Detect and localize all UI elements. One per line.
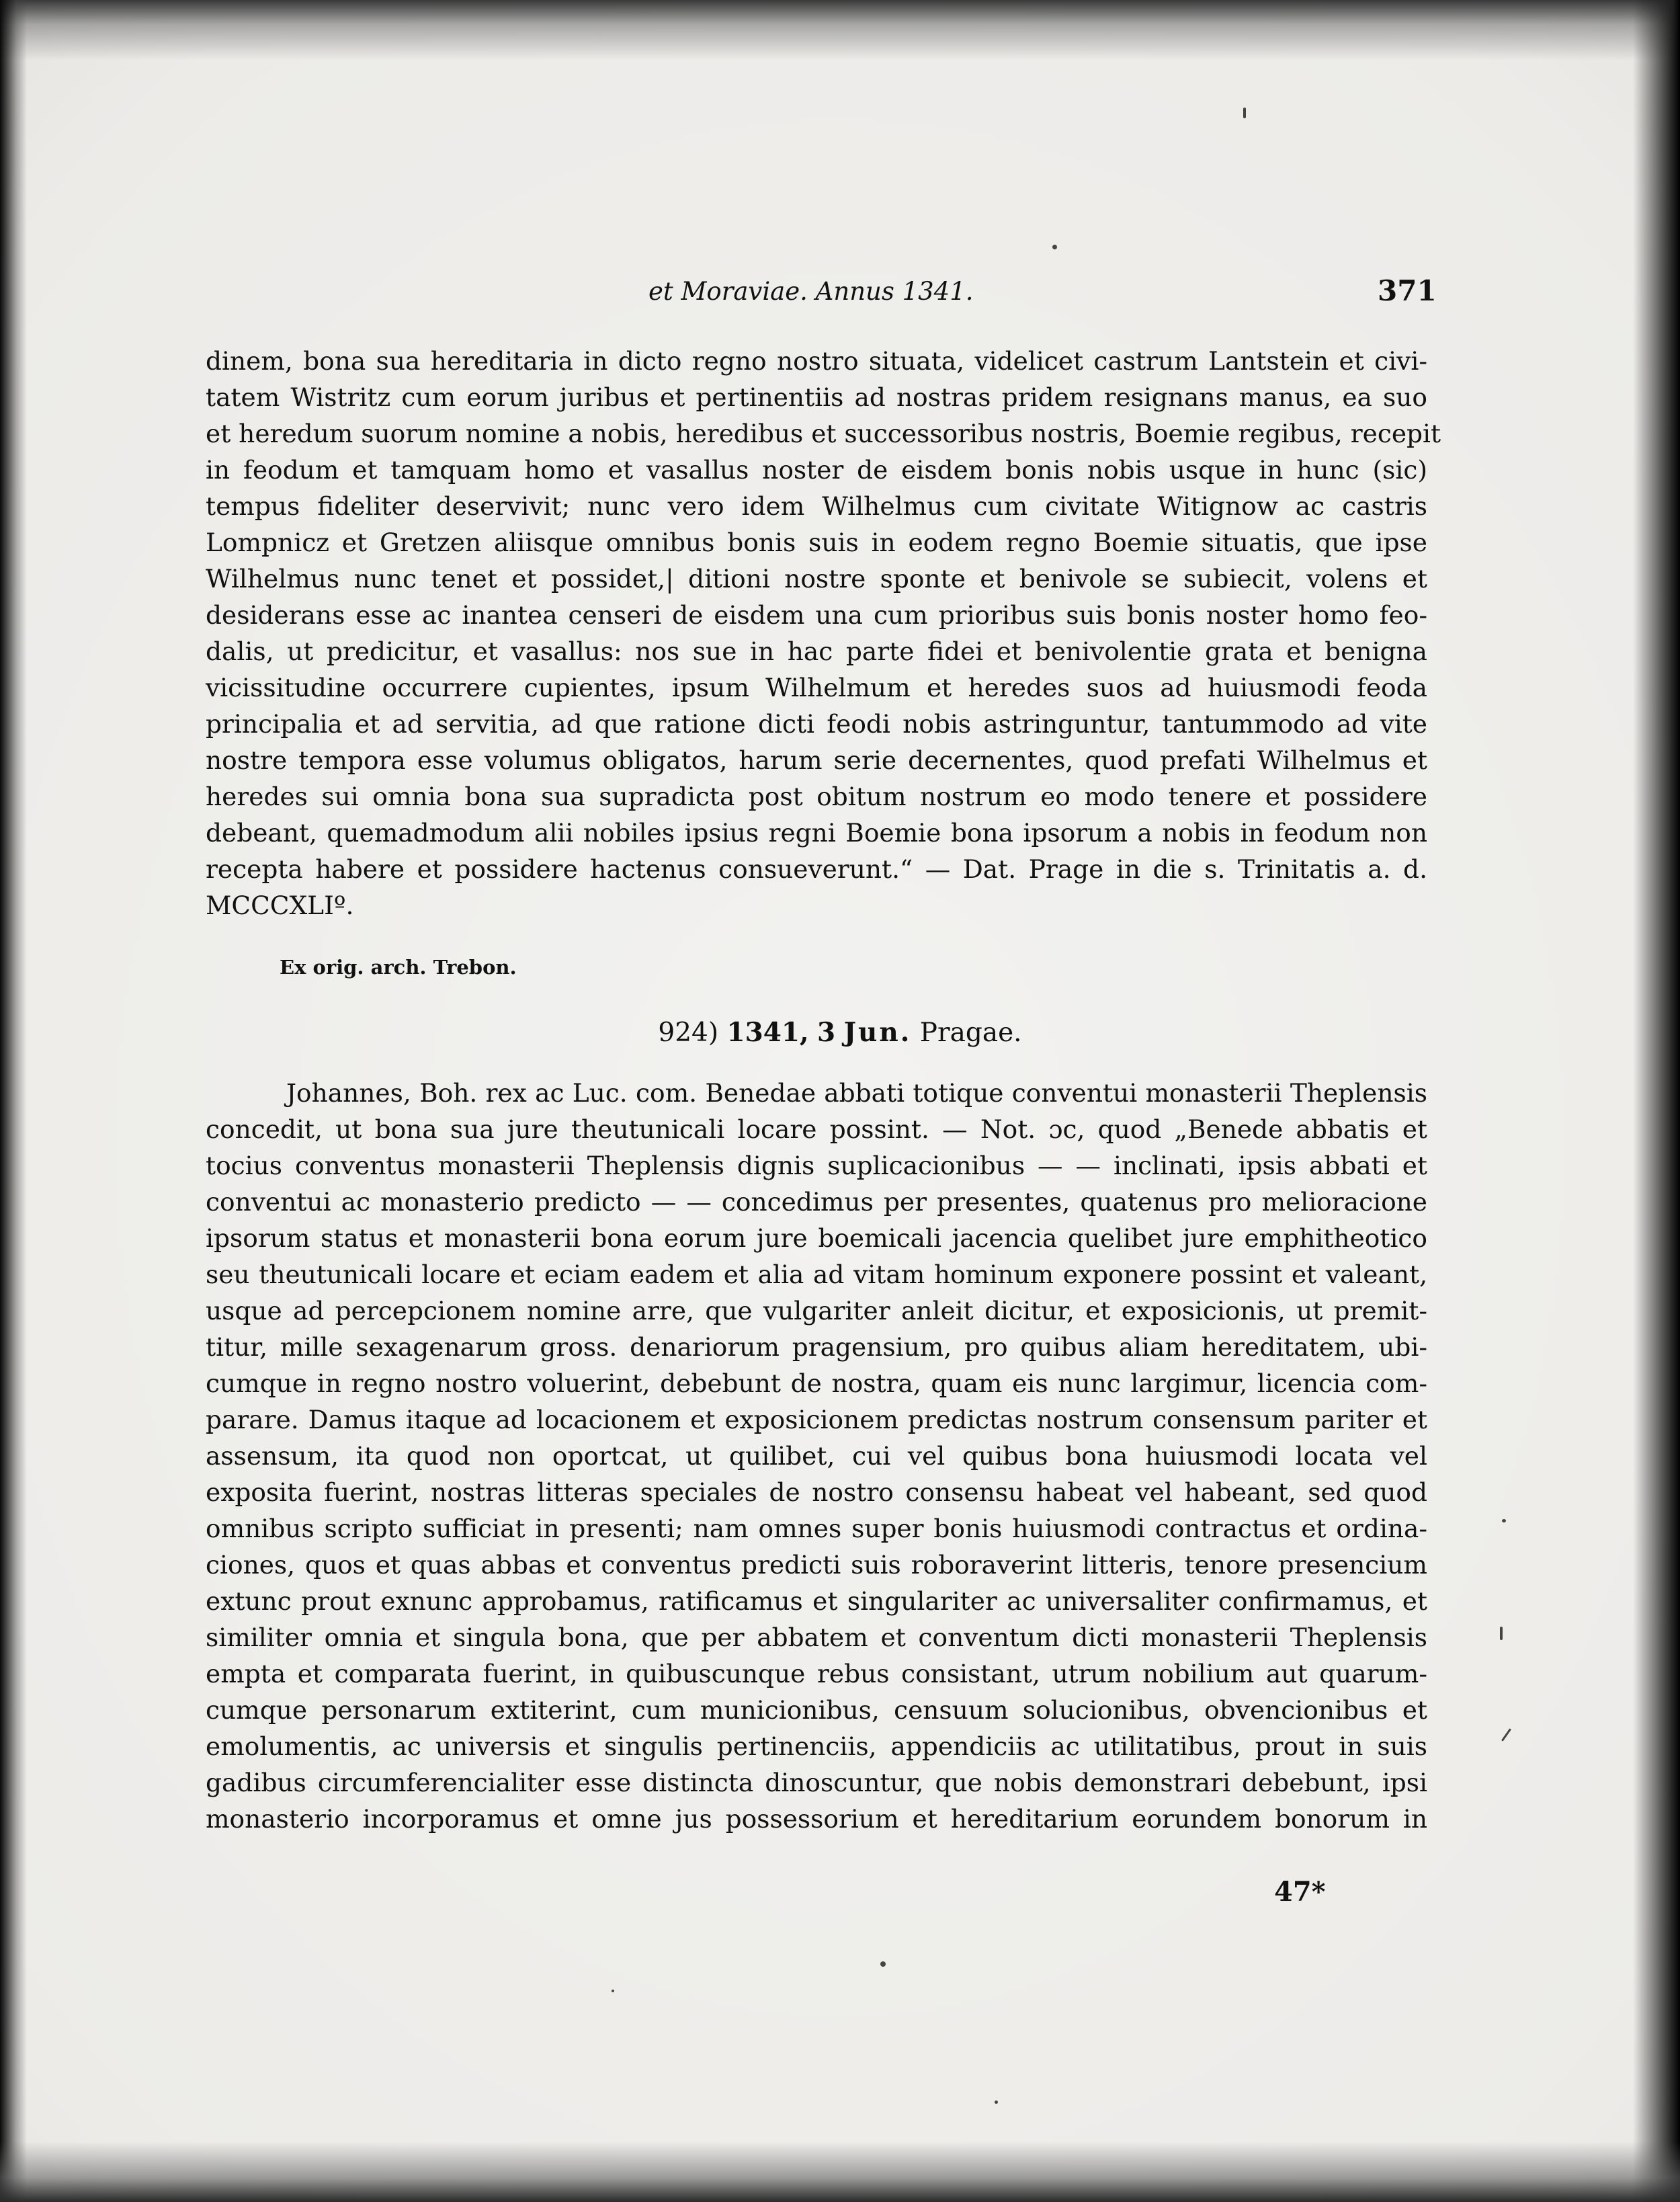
text-line: cumque personarum extiterint, cum municionibus, censuum solucionibus, obvencionibus et — [206, 1695, 1427, 1725]
entry-day: 3 — [817, 1017, 836, 1048]
scan-shadow-left — [0, 0, 27, 2202]
entry-month: Jun. — [843, 1017, 912, 1048]
text-line: in feodum et tamquam homo et vasallus noster de eisdem bonis nobis usque in hunc (sic) — [206, 455, 1427, 485]
text-line: recepta habere et possidere hactenus consueverunt.“ — Dat. Prage in die s. Trinitatis a. d. — [206, 854, 1427, 884]
text-line: debeant, quemadmodum alii nobiles ipsius regni Boemie bona ipsorum a nobis in feodum non — [206, 818, 1427, 848]
text-line: nostre tempora esse volumus obligatos, harum serie decernentes, quod prefati Wilhelmus et — [206, 745, 1427, 775]
text-line: tatem Wistritz cum eorum juribus et pertinentiis ad nostras pridem resignans manus, ea suo — [206, 382, 1427, 412]
entry-place: Pragae. — [919, 1018, 1022, 1048]
scan-speck — [880, 1961, 886, 1967]
text-line: vicissitudine occurrere cupientes, ipsum Wilhelmum et heredes suos ad huiusmodi feoda — [206, 673, 1427, 702]
text-line: Johannes, Boh. rex ac Luc. com. Benedae abbati totique conventui monasterii Theplensis — [286, 1078, 1427, 1108]
text-line: extunc prout exnunc approbamus, ratificamus et singulariter ac universaliter confirmamus, et — [206, 1586, 1427, 1616]
text-line: Wilhelmus nunc tenet et possidet,| ditioni nostre sponte et benivole se subiecit, volens et — [206, 564, 1427, 594]
scan-shadow-bottom — [0, 2142, 1680, 2202]
scan-speck — [612, 1990, 614, 1992]
text-line: exposita fuerint, nostras litteras speciales de nostro consensu habeat vel habeant, sed quod — [206, 1477, 1427, 1507]
scan-speck — [1502, 1519, 1506, 1522]
text-line: empta et comparata fuerint, in quibuscunque rebus consistant, utrum nobilium aut quarum- — [206, 1659, 1427, 1688]
source-note: Ex orig. arch. Trebon. — [280, 956, 517, 979]
text-line: ciones, quos et quas abbas et conventus predicti suis roboraverint litteris, tenore presencium — [206, 1550, 1427, 1580]
text-line: heredes sui omnia bona sua supradicta post obitum nostrum eo modo tenere et possidere — [206, 782, 1427, 811]
entry-year: 1341, — [726, 1017, 809, 1048]
text-line: conventui ac monasterio predicto — — concedimus per presentes, quatenus pro melioracione — [206, 1187, 1427, 1217]
page-header — [0, 274, 1680, 317]
text-line: dinem, bona sua hereditaria in dicto regno nostro situata, videlicet castrum Lantstein et civi- — [206, 346, 1427, 376]
scan-speck — [1500, 1627, 1503, 1640]
scan-shadow-top — [0, 0, 1680, 60]
text-line: titur, mille sexagenarum gross. denariorum pragensium, pro quibus aliam hereditatem, ubi- — [206, 1332, 1427, 1362]
text-line: cumque in regno nostro voluerint, debebunt de nostra, quam eis nunc largimur, licencia com- — [206, 1369, 1427, 1398]
text-line: principalia et ad servitia, ad que ratione dicti feodi nobis astringuntur, tantummodo ad vite — [206, 709, 1427, 739]
text-line: omnibus scripto sufficiat in presenti; nam omnes super bonis huiusmodi contractus et ordina- — [206, 1514, 1427, 1543]
text-line: desiderans esse ac inantea censeri de eisdem una cum prioribus suis bonis noster homo feo- — [206, 600, 1427, 630]
text-line: gadibus circumferencialiter esse distincta dinoscuntur, que nobis demonstrari debebunt, ipsi — [206, 1768, 1427, 1797]
scan-speck — [1243, 108, 1246, 118]
text-line: MCCCXLIº. — [206, 891, 354, 920]
scan-speck — [1501, 1728, 1511, 1742]
text-line: usque ad percepcionem nomine arre, que vulgariter anleit dicitur, et exposicionis, ut premit- — [206, 1296, 1427, 1326]
text-line: assensum, ita quod non oportcat, ut quilibet, cui vel quibus bona huiusmodi locata vel — [206, 1441, 1427, 1471]
entry-heading — [0, 1017, 1680, 1048]
signature-mark: 47* — [1274, 1876, 1326, 1908]
page-number: 371 — [1378, 274, 1437, 307]
text-line: et heredum suorum nomine a nobis, heredibus et successoribus nostris, Boemie regibus, recepit — [206, 419, 1441, 448]
text-line: seu theutunicali locare et eciam eadem et alia ad vitam hominum exponere possint et valeant, — [206, 1260, 1427, 1289]
text-line: concedit, ut bona sua jure theutunicali locare possint. — Not. ɔc, quod „Benede abbatis et — [206, 1114, 1427, 1144]
text-line: dalis, ut predicitur, et vasallus: nos sue in hac parte fidei et benivolentie grata et benigna — [206, 637, 1427, 666]
text-line: tocius conventus monasterii Theplensis dignis suplicacionibus — — inclinati, ipsis abbati et — [206, 1151, 1427, 1180]
scan-speck — [1052, 245, 1057, 249]
running-head: et Moraviae. Annus 1341. — [648, 277, 974, 306]
text-line: ipsorum status et monasterii bona eorum jure boemicali jacencia quelibet jure emphitheotico — [206, 1223, 1427, 1253]
scan-speck — [995, 2101, 998, 2104]
text-line: Lompnicz et Gretzen aliisque omnibus bonis suis in eodem regno Boemie situatis, que ipse — [206, 528, 1427, 557]
entry-number: 924) — [658, 1018, 719, 1048]
text-line: parare. Damus itaque ad locacionem et exposicionem predictas nostrum consensum pariter et — [206, 1405, 1427, 1434]
text-line: similiter omnia et singula bona, que per abbatem et conventum dicti monasterii Theplensis — [206, 1623, 1427, 1652]
scan-shadow-right — [1633, 0, 1680, 2202]
text-line: monasterio incorporamus et omne jus possessorium et hereditarium eorundem bonorum in — [206, 1804, 1427, 1834]
text-line: tempus fideliter deservivit; nunc vero idem Wilhelmus cum civitate Witignow ac castris — [206, 491, 1427, 521]
text-line: emolumentis, ac universis et singulis pertinenciis, appendiciis ac utilitatibus, prout in suis — [206, 1731, 1427, 1761]
